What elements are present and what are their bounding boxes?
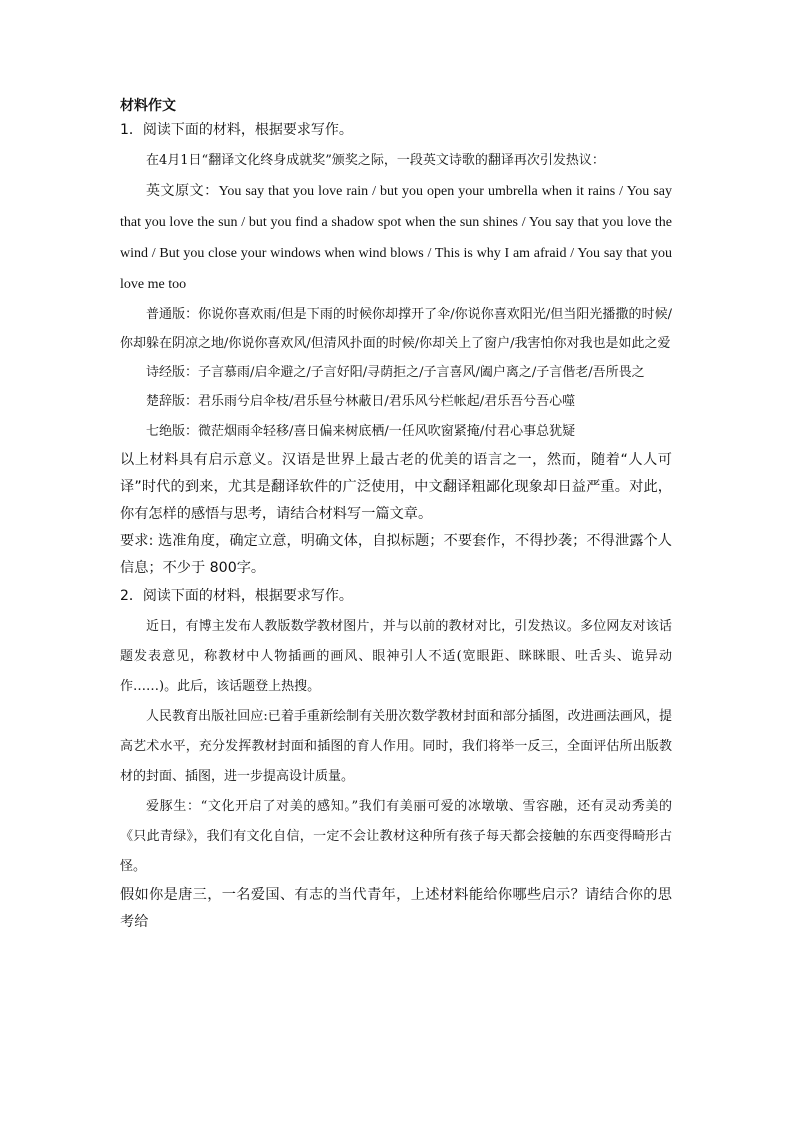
question-1-heading: 1．阅读下面的材料，根据要求写作。 [120, 122, 353, 138]
q1-requirement: 要求: 选准角度，确定立意，明确文体，自拟标题；不要套作，不得抄袭；不得泄露个人信息；不少于 800字。 [120, 533, 672, 576]
q1-intro: 在4月1日“翻译文化终身成就奖”颁奖之际，一段英文诗歌的翻译再次引发热议： [146, 153, 605, 168]
q1-shijing-version: 诗经版：子言慕雨/启伞避之/子言好阳/寻荫拒之/子言喜风/阖户离之/子言偕老/吾所畏之 [146, 365, 645, 380]
q2-paragraph-2: 人民教育出版社回应:已着手重新绘制有关册次数学教材封面和部分插图，改进画法画风，提高艺术水平，充分发挥教材封面和插图的育人作用。同时，我们将举一反三，全面评估所出版教材的封面、插图，进一步提高设计质量。 [120, 709, 672, 784]
question-2-heading: 2．阅读下面的材料，根据要求写作。 [120, 588, 353, 604]
q1-qijue-version: 七绝版：微茫烟雨伞轻移/喜日偏来树底栖/一任风吹窗紧掩/付君心事总犹疑 [146, 424, 576, 439]
q1-commentary: 以上材料具有启示意义。汉语是世界上最古老的优美的语言之一，然而，随着“人人可译”时代的到来，尤其是翻译软件的广泛使用，中文翻译粗鄙化现象却日益严重。对此，你有怎样的感悟与思考，请结合材料写一篇文章。 [120, 452, 672, 522]
q1-english-original: 英文原文：You say that you love rain / but you open your umbrella when it rains / You say that you love the sun / but you find a shadow spot when the sun shines / You say that you love the wind / But you close your windows when wind blows / This is why I am afraid / You say that you love me too [120, 184, 672, 292]
document-page [120, 96, 672, 936]
section-title: 材料作文 [120, 98, 176, 114]
q2-paragraph-3: 爱豚生：“文化开启了对美的感知。”我们有美丽可爱的冰墩墩、雪容融，还有灵动秀美的《只此青绿》，我们有文化自信，一定不会让教材这种所有孩子每天都会接触的东西变得畸形古怪。 [120, 799, 672, 874]
q2-paragraph-1: 近日，有博主发布人教版数学教材图片，并与以前的教材对比，引发热议。多位网友对该话题发表意见，称教材中人物插画的画风、眼神引人不适(宽眼距、眯眯眼、吐舌头、诡异动作……)。此后，该话题登上热搜。 [120, 619, 672, 694]
q1-plain-version: 普通版：你说你喜欢雨/但是下雨的时候你却撑开了伞/你说你喜欢阳光/但当阳光播撒的时候/你却躲在阴凉之地/你说你喜欢风/但清风扑面的时候/你却关上了窗户/我害怕你对我也是如此之爱 [120, 307, 672, 351]
q2-prompt: 假如你是唐三，一名爱国、有志的当代青年，上述材料能给你哪些启示？请结合你的思考给 [120, 887, 672, 930]
q1-chuci-version: 楚辞版：君乐雨兮启伞枝/君乐昼兮林蔽日/君乐风兮栏帐起/君乐吾兮吾心噬 [146, 394, 576, 409]
